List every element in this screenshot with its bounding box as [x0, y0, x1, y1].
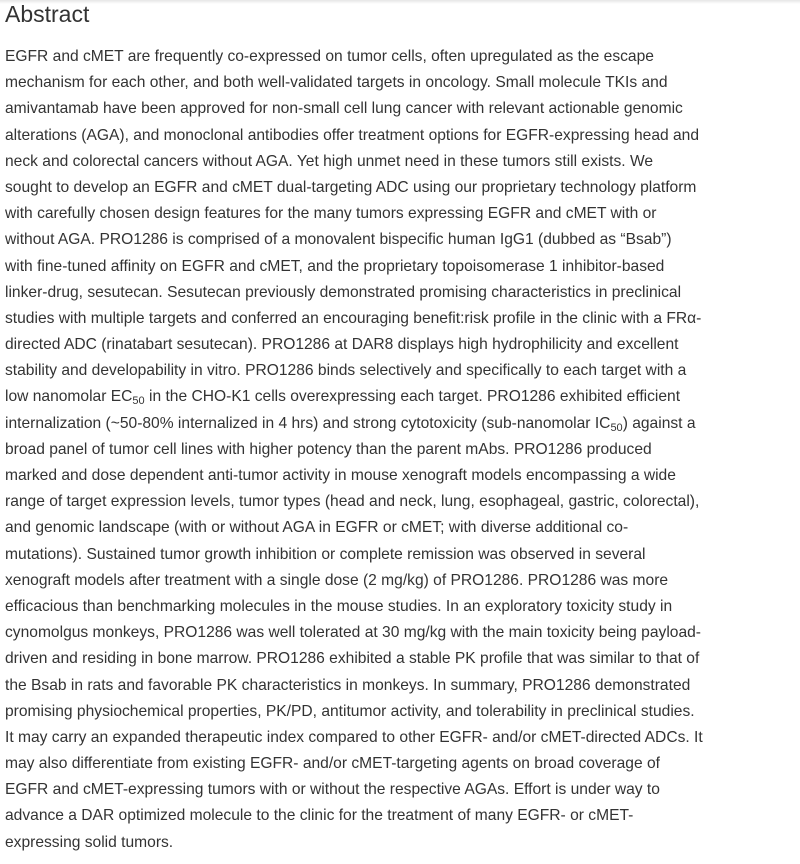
top-divider: [0, 0, 800, 4]
line-text: ) against a: [622, 414, 696, 432]
abstract-line: neck and colorectal cancers without AGA. Yet high unmet need in these tumors still exists. We: [5, 152, 654, 170]
subscript: 50: [610, 421, 623, 434]
line-text: in the CHO-K1 cells overexpressing each target. PRO1286 exhibited efficient: [144, 388, 681, 406]
abstract-line: with carefully chosen design features for the many tumors expressing EGFR and cMET with or: [5, 205, 657, 223]
section-heading: Abstract: [5, 1, 90, 27]
abstract-paragraph: [5, 44, 798, 856]
abstract-line: cynomolgus monkeys, PRO1286 was well tolerated at 30 mg/kg with the main toxicity being payload-: [5, 624, 702, 642]
abstract-line: efficacious than benchmarking molecules in the mouse studies. In an exploratory toxicity study in: [5, 597, 673, 615]
abstract-line: alterations (AGA), and monoclonal antibodies offer treatment options for EGFR-expressing head and: [5, 126, 700, 144]
abstract-line: may also differentiate from existing EGFR- and/or cMET-targeting agents on broad coverage of: [5, 755, 660, 773]
subscript: 50: [132, 395, 145, 408]
abstract-line: linker-drug, sesutecan. Sesutecan previously demonstrated promising characteristics in preclinical: [5, 283, 682, 301]
abstract-line: mechanism for each other, and both well-validated targets in oncology. Small molecule TKIs and: [5, 74, 668, 92]
abstract-line: amivantamab have been approved for non-small cell lung cancer with relevant actionable genomic: [5, 100, 683, 118]
abstract-line: directed ADC (rinatabart sesutecan). PRO1286 at DAR8 displays high hydrophilicity and excellent: [5, 336, 679, 354]
abstract-line: stability and developability in vitro. PRO1286 binds selectively and specifically to each target with a: [5, 362, 687, 380]
abstract-line: broad panel of tumor cell lines with higher potency than the parent mAbs. PRO1286 produced: [5, 440, 652, 458]
abstract-line: advance a DAR optimized molecule to the clinic for the treatment of many EGFR- or cMET-: [5, 807, 634, 825]
abstract-line: and genomic landscape (with or without AGA in EGFR or cMET; with diverse additional co-: [5, 519, 629, 537]
abstract-line: driven and residing in bone marrow. PRO1286 exhibited a stable PK profile that was similar to that of: [5, 650, 700, 668]
abstract-line: with fine-tuned affinity on EGFR and cMET, and the proprietary topoisomerase 1 inhibitor-based: [5, 257, 665, 275]
abstract-line: xenograft models after treatment with a single dose (2 mg/kg) of PRO1286. PRO1286 was more: [5, 571, 669, 589]
abstract-line: without AGA. PRO1286 is comprised of a monovalent bispecific human IgG1 (dubbed as “Bsab”): [5, 231, 672, 249]
abstract-line: studies with multiple targets and conferred an encouraging benefit:risk profile in the clinic with a FRα-: [5, 309, 702, 327]
abstract-line: the Bsab in rats and favorable PK characteristics in monkeys. In summary, PRO1286 demonstrated: [5, 676, 691, 694]
abstract-line: EGFR and cMET-expressing tumors with or without the respective AGAs. Effort is under way to: [5, 781, 660, 799]
line-text: low nanomolar EC: [5, 388, 133, 406]
abstract-line: [5, 411, 798, 437]
abstract-line: EGFR and cMET are frequently co-expressed on tumor cells, often upregulated as the escape: [5, 48, 654, 65]
abstract-line: marked and dose dependent anti-tumor activity in mouse xenograft models encompassing a wide: [5, 467, 676, 484]
abstract-line: promising physiochemical properties, PK/PD, antitumor activity, and tolerability in preclinical studies.: [5, 702, 695, 720]
abstract-line: [5, 384, 798, 410]
abstract-line: sought to develop an EGFR and cMET dual-targeting ADC using our proprietary technology platform: [5, 178, 697, 196]
abstract-line: expressing solid tumors.: [5, 833, 174, 851]
abstract-line: It may carry an expanded therapeutic index compared to other EGFR- and/or cMET-directed ADCs. It: [5, 728, 703, 746]
abstract-line: range of target expression levels, tumor types (head and neck, lung, esophageal, gastric, colorectal),: [5, 493, 700, 511]
line-text: internalization (~50-80% internalized in 4 hrs) and strong cytotoxicity (sub-nanomolar IC: [5, 414, 611, 432]
abstract-line: mutations). Sustained tumor growth inhibition or complete remission was observed in several: [5, 545, 646, 563]
